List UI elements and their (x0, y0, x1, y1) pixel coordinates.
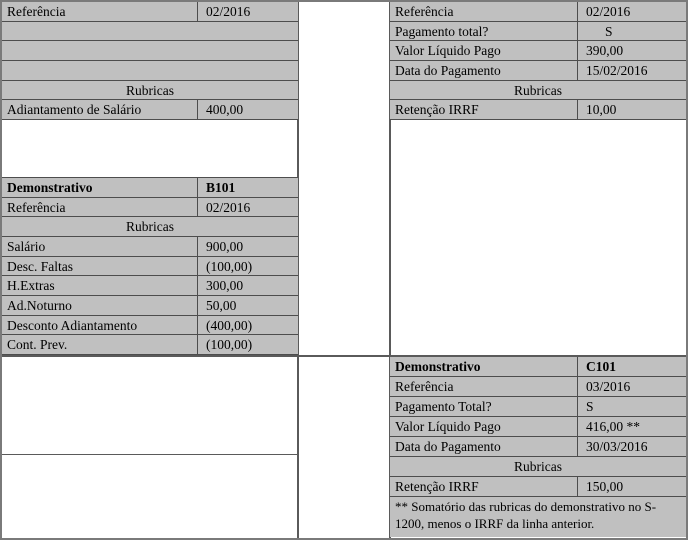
table-row (390, 417, 686, 437)
table-row (390, 61, 686, 81)
table-title-row (2, 178, 298, 198)
row-label: Valor Líquido Pago (390, 417, 578, 436)
table-section-header (390, 457, 686, 477)
row-label: Cont. Prev. (2, 335, 198, 354)
table-title-row (390, 357, 686, 377)
row-value: S (586, 399, 594, 414)
table-row (390, 377, 686, 397)
table-row (2, 2, 298, 22)
table-row (2, 276, 298, 296)
row-label: Referência (2, 2, 198, 21)
row-label: Adiantamento de Salário (2, 100, 198, 119)
section-header-label: Rubricas (514, 82, 562, 98)
row-label: Salário (2, 237, 198, 256)
table-row (390, 22, 686, 42)
row-value: 50,00 (206, 297, 237, 313)
table-row-empty (2, 41, 298, 61)
row-value: C101 (586, 359, 616, 374)
row-label: H.Extras (2, 276, 198, 295)
table-row-empty (2, 22, 298, 42)
empty-cell (2, 41, 298, 60)
row-value: 15/02/2016 (586, 62, 648, 78)
row-value: 390,00 (586, 43, 624, 59)
row-value: 02/2016 (206, 4, 251, 19)
left-box-divider-line (0, 454, 298, 455)
row-label: Referência (390, 2, 578, 21)
table-row (2, 237, 298, 257)
row-value: (100,00) (206, 258, 253, 274)
table-row (2, 335, 298, 355)
row-value: 30/03/2016 (586, 439, 648, 454)
row-label: Demonstrativo (2, 178, 198, 197)
section-header-label: Rubricas (514, 459, 562, 474)
empty-cell (2, 61, 298, 80)
table-row (2, 316, 298, 336)
section-header-label: Rubricas (126, 82, 174, 98)
table-row (2, 100, 298, 120)
table-section-header (390, 81, 686, 101)
table-demonstrativo-c101 (390, 357, 686, 537)
section-header-label: Rubricas (126, 219, 174, 235)
row-label: Referência (2, 198, 198, 217)
row-label: Pagamento total? (390, 22, 578, 41)
row-label: Ad.Noturno (2, 296, 198, 315)
row-label: Desc. Faltas (2, 257, 198, 276)
row-value: 416,00 ** (586, 419, 640, 434)
row-value: (400,00) (206, 317, 253, 333)
table-row (390, 477, 686, 497)
row-label: Desconto Adiantamento (2, 316, 198, 335)
table-section-header (2, 81, 298, 101)
table-section-header (2, 217, 298, 237)
row-label: Retenção IRRF (390, 477, 578, 496)
row-label: Pagamento Total? (390, 397, 578, 416)
row-label: Data do Pagamento (390, 437, 578, 456)
row-value: B101 (206, 180, 236, 195)
table-footnote-row (390, 497, 686, 537)
row-label: Referência (390, 377, 578, 396)
row-value: 300,00 (206, 278, 244, 294)
row-value: S (605, 23, 613, 39)
row-value: 03/2016 (586, 379, 631, 394)
row-label: Demonstrativo (390, 357, 578, 376)
row-value: 150,00 (586, 479, 624, 494)
row-label: Retenção IRRF (390, 100, 578, 119)
table-row (390, 437, 686, 457)
table-row (390, 2, 686, 22)
footnote-text: ** Somatório das rubricas do demonstrativo no S-1200, menos o IRRF da linha anterior. (395, 499, 657, 531)
empty-cell (2, 22, 298, 41)
table-row-empty (2, 61, 298, 81)
table-top-left (2, 2, 298, 120)
row-value: 900,00 (206, 238, 244, 254)
row-value: 02/2016 (206, 199, 251, 215)
table-row (390, 397, 686, 417)
table-row (2, 257, 298, 277)
row-value: 10,00 (586, 102, 617, 118)
table-top-right (390, 2, 686, 120)
table-row (390, 100, 686, 120)
table-row (2, 296, 298, 316)
row-value: 400,00 (206, 102, 244, 118)
row-value: (100,00) (206, 337, 253, 353)
row-label: Valor Líquido Pago (390, 41, 578, 60)
row-value: 02/2016 (586, 4, 631, 19)
table-row (390, 41, 686, 61)
row-label: Data do Pagamento (390, 61, 578, 80)
table-row (2, 198, 298, 218)
table-demonstrativo-b101 (2, 177, 298, 355)
